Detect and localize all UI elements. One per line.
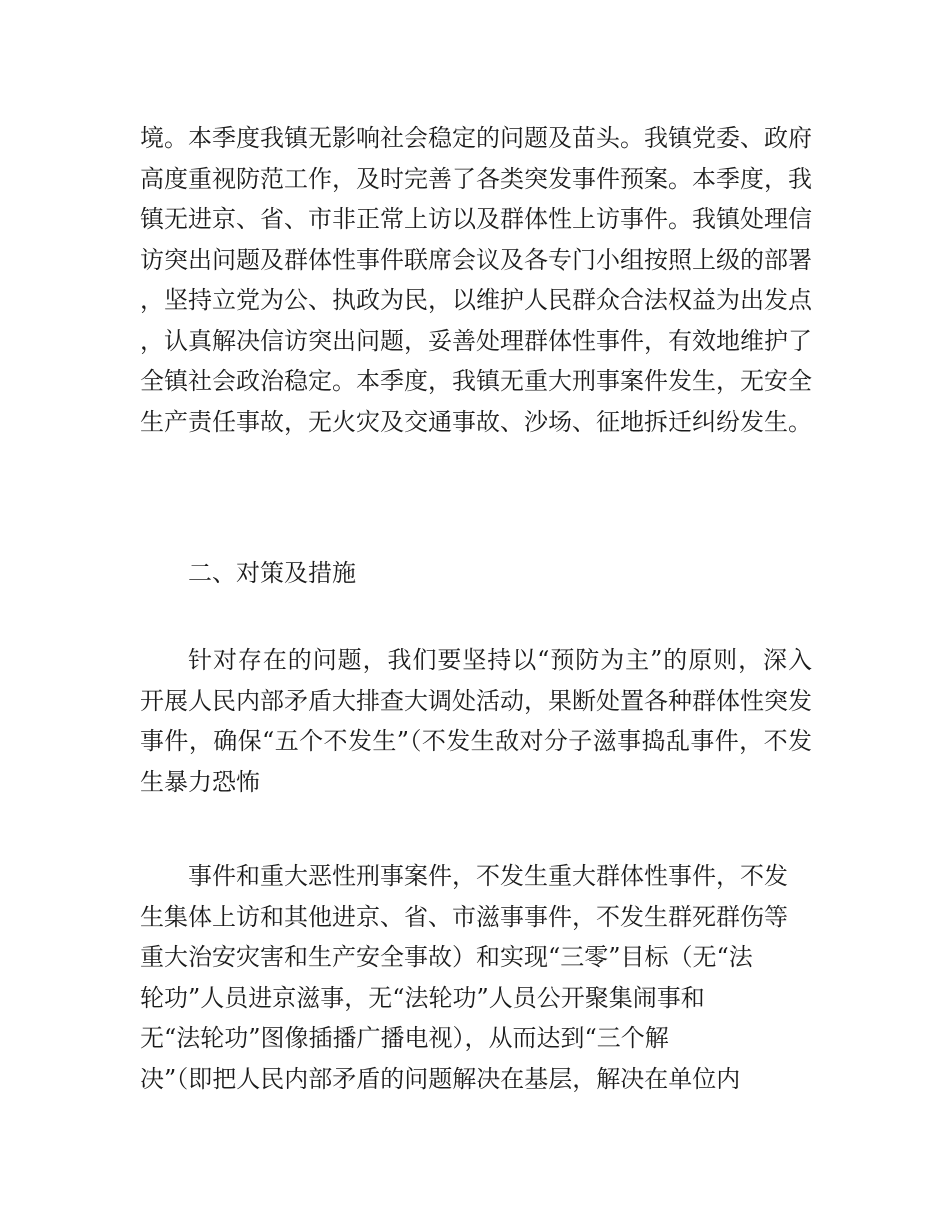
paragraph-line: 生集体上访和其他进京、省、市滋事事件，不发生群死群伤等: [140, 902, 788, 931]
paragraph-line: 决”（即把人民内部矛盾的问题解决在基层，解决在单位内: [140, 1064, 741, 1093]
paragraph-goals: [140, 856, 812, 1099]
paragraph-countermeasures: 针对存在的问题，我们要坚持以“预防为主”的原则，深入开展人民内部矛盾大排查大调处活动，果断处置各种群体性突发事件，确保“五个不发生”（不发生敌对分子滋事捣乱事件，不发生暴力恐怖: [140, 646, 812, 796]
paragraph-line: 事件和重大恶性刑事案件，不发生重大群体性事件，不发: [188, 862, 788, 890]
paragraph-line: 重大治安灾害和生产安全事故）和实现“三零”目标（无“法: [140, 943, 753, 971]
paragraph-line: 无“法轮功”图像插播广播电视），从而达到“三个解: [140, 1024, 669, 1052]
paragraph-line: 轮功”人员进京滋事，无“法轮功”人员公开聚集闹事和: [140, 983, 705, 1012]
paragraph-continuation: 境。本季度我镇无影响社会稳定的问题及苗头。我镇党委、政府高度重视防范工作，及时完善了各类突发事件预案。本季度，我镇无进京、省、市非正常上访以及群体性上访事件。我镇处理信访突出问题及群体性事件联席会议及各专门小组按照上级的部署，坚持立党为公、执政为民，以维护人民群众合法权益为出发点，认真解决信访突出问题，妥善处理群体性事件，有效地维护了全镇社会政治稳定。本季度，我镇无重大刑事案件发生，无安全生产责任事故，无火灾及交通事故、沙场、征地拆迁纠纷发生。: [140, 124, 812, 436]
section-heading: 二、对策及措施: [188, 559, 356, 587]
